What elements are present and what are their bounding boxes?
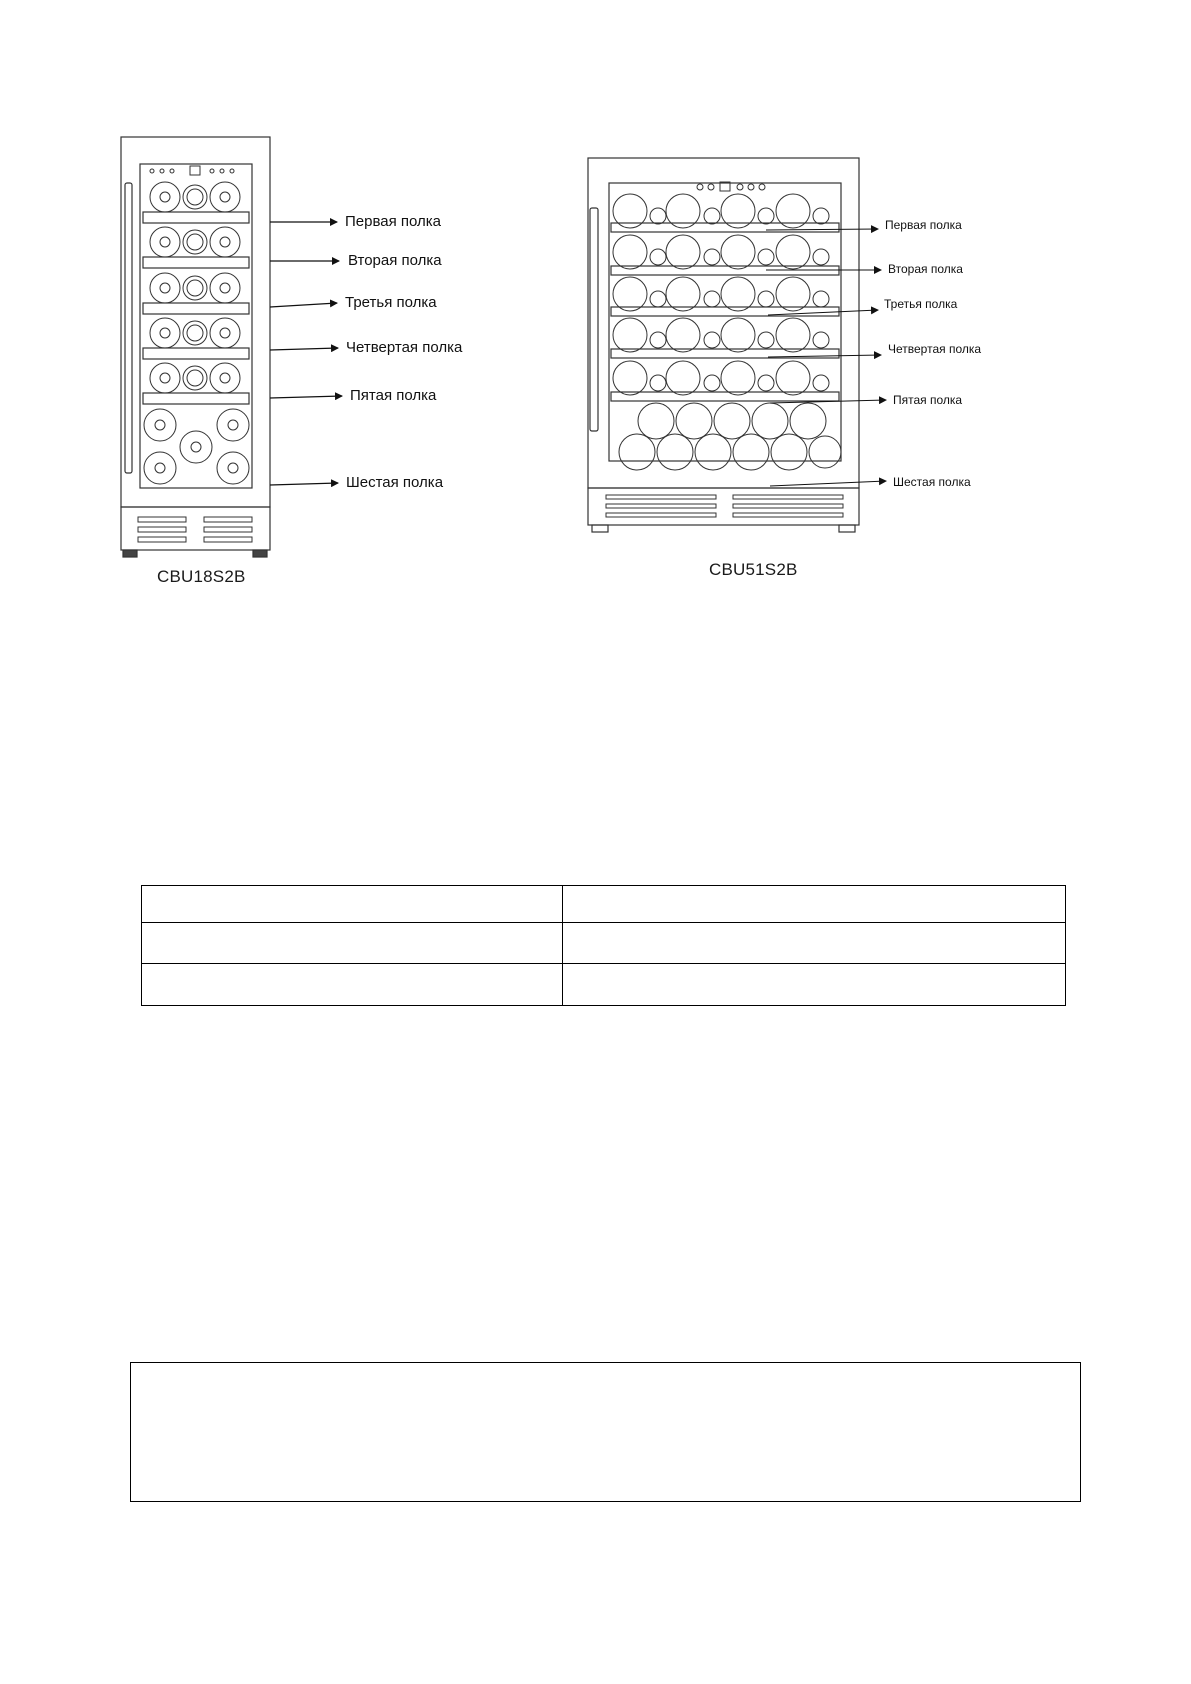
table-cell [142,886,563,923]
left-shelf-label-5: Пятая полка [350,387,437,404]
table-row [142,923,1066,964]
right-shelf-label-4: Четвертая полка [888,342,982,356]
cbu18s2b-shelf-arrows [270,222,342,485]
table-cell [563,964,1066,1006]
table-cell [142,964,563,1006]
model-caption-cbu51s2b: CBU51S2B [709,560,798,579]
table-row [142,964,1066,1006]
left-shelf-label-1: Первая полка [345,213,442,230]
note-box [130,1362,1081,1502]
right-shelf-label-2: Вторая полка [888,262,963,276]
vent-grille [606,495,843,517]
right-shelf-label-5: Пятая полка [893,393,963,407]
table-cell [563,923,1066,964]
left-shelf-label-2: Вторая полка [348,252,442,269]
empty-table [141,885,1066,1006]
left-shelf-label-6: Шестая полка [346,474,444,491]
vent-grille [138,517,252,542]
cbu18s2b-illustration [121,137,270,557]
left-shelf-label-4: Четвертая полка [346,339,463,356]
right-shelf-label-1: Первая полка [885,218,962,232]
model-caption-cbu18s2b: CBU18S2B [157,567,246,586]
table-row [142,886,1066,923]
table-cell [142,923,563,964]
cbu51s2b-illustration [588,158,859,532]
control-panel-icon [150,166,234,175]
right-shelf-label-3: Третья полка [884,297,958,311]
bottle-icon [613,194,841,470]
right-shelf-label-6: Шестая полка [893,475,971,489]
table-cell [563,886,1066,923]
bottle-icon [144,182,249,484]
left-shelf-label-3: Третья полка [345,294,437,311]
